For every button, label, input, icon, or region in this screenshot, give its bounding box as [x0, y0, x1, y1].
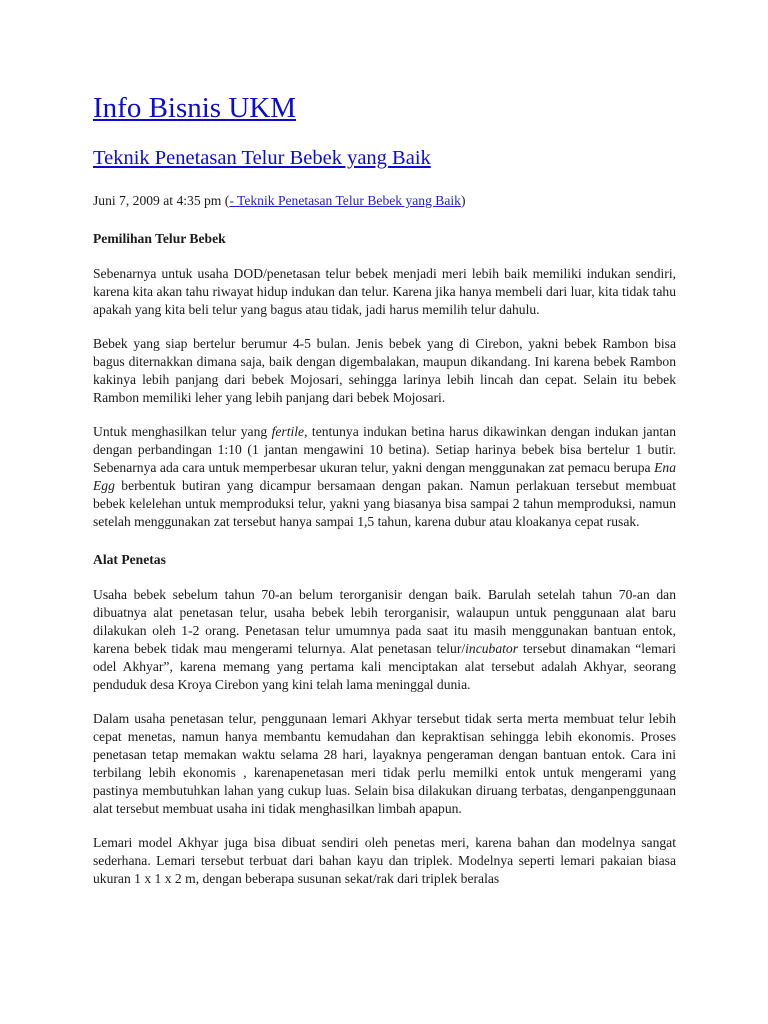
italic-term: Ena Egg — [93, 460, 676, 493]
post-date: Juni 7, 2009 at 4:35 pm ( — [93, 193, 230, 208]
italic-term: fertile — [271, 424, 305, 439]
paragraph: Bebek yang siap bertelur berumur 4-5 bulan. Jenis bebek yang di Cirebon, yakni bebek Rambon bisa bagus diternakkan dimana saja, baik dengan digembalakan, maupun dikandang. Ini karena bebek Rambon kakinya lebih panjang dari bebek Mojosari, sehingga larinya lebih lincah dan cepat. Selain itu bebek Rambon memiliki leher yang lebih panjang dari bebek Mojosari. — [93, 336, 676, 405]
paragraph — [93, 423, 676, 531]
paragraph: Dalam usaha penetasan telur, penggunaan lemari Akhyar tersebut tidak serta merta membuat telur lebih cepat menetas, namun hanya membantu kemudahan dan kepraktisan sehingga lebih ekonomis. Proses penetasan tetap memakan waktu selama 28 hari, layaknya pengeraman dengan bantuan entok. Cara ini terbilang lebih ekonomis , karenapenetasan meri tidak perlu memilki entok untuk mengerami yang pastinya membutuhkan lahan yang cukup luas. Selain bisa dilakukan diruang terbatas, denganpenggunaan alat tersebut membuat usaha ini tidak menghasilkan limbah apapun. — [93, 711, 676, 816]
text-run: berbentuk butiran yang dicampur bersamaan dengan pakan. Namun perlakuan tersebut membuat bebek kelelehan untuk memproduksi telur, yakni yang biasanya bisa sampai 2 tahun memproduksi, namun setelah menggunakan zat tersebut hanya sampai 1,5 tahun, karena dubur atau kloakanya cepat rusak. — [93, 478, 676, 529]
blog-title-link[interactable]: Info Bisnis UKM — [93, 92, 297, 124]
paragraph — [93, 586, 676, 694]
section-heading-pemilihan: Pemilihan Telur Bebek — [93, 231, 226, 246]
paragraph: Lemari model Akhyar juga bisa dibuat sendiri oleh penetas meri, karena bahan dan modelnya sangat sederhana. Lemari tersebut terbuat dari bahan kayu dan triplek. Modelnya seperti lemari pakaian biasa ukuran 1 x 1 x 2 m, dengan beberapa susunan sekat/rak dari triplek beralas — [93, 835, 676, 886]
text-run: Usaha bebek sebelum tahun 70-an belum terorganisir dengan baik. Barulah setelah tahun 70-an dan dibuatnya alat penetasan telur, usaha bebek lebih terorganisir, walaupun untuk penggunaan alat baru dilakukan oleh 1-2 orang. Penetasan telur umumnya pada saat itu masih menggunakan bantuan entok, karena bebek tidak mau mengerami telurnya. Alat penetasan telur/ — [93, 587, 676, 656]
text-run: Untuk menghasilkan telur yang — [93, 424, 272, 439]
post-meta-close: ) — [460, 193, 466, 208]
italic-term: incubator — [465, 641, 519, 656]
text-run: , tentunya indukan betina harus dikawinkan dengan indukan jantan dengan perbandingan 1:10 (1 jantan mengawini 10 betina). Setiap harinya bebek bisa bertelur 1 butir. Sebenarnya ada cara untuk memperbesar ukuran telur, yakni dengan menggunakan zat pemacu berupa — [93, 424, 676, 475]
post-meta — [93, 192, 676, 210]
article-page — [93, 88, 676, 888]
post-title-link[interactable]: Teknik Penetasan Telur Bebek yang Baik — [93, 147, 431, 169]
permalink[interactable]: - Teknik Penetasan Telur Bebek yang Baik — [229, 193, 461, 208]
paragraph: Sebenarnya untuk usaha DOD/penetasan telur bebek menjadi meri lebih baik memiliki indukan sendiri, karena kita akan tahu riwayat hidup indukan dan telur. Karena jika hanya membeli dari luar, kita tidak tahu apakah yang kita beli telur yang bagus atau tidak, jadi harus memilih telur dahulu. — [93, 266, 676, 317]
section-heading-alat-penetas: Alat Penetas — [93, 552, 166, 567]
text-run: tersebut dinamakan “lemari odel Akhyar”, karena memang yang pertama kali menciptakan alat tersebut adalah Akhyar, seorang penduduk desa Kroya Cirebon yang kini telah lama meninggal dunia. — [93, 641, 677, 692]
